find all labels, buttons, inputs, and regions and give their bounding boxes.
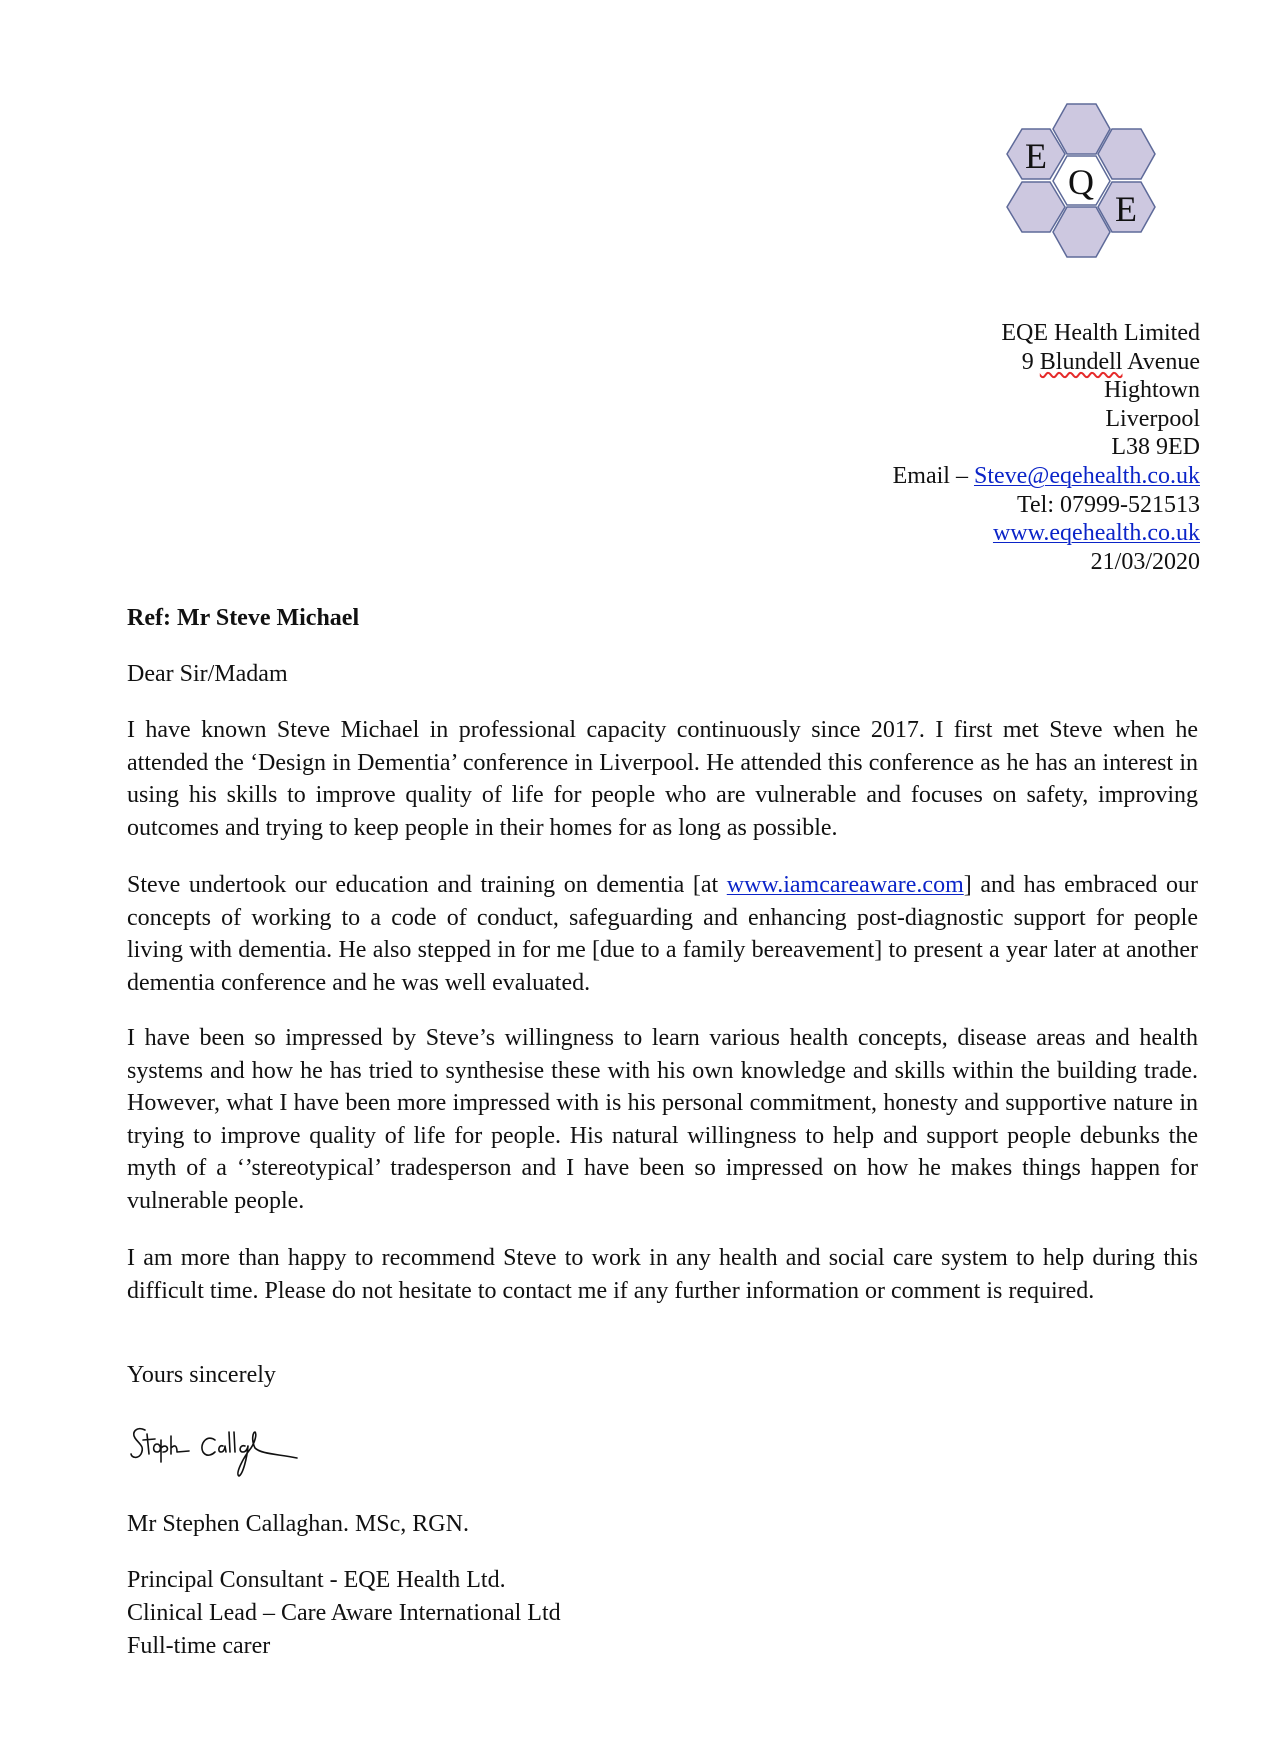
signer-title-2: Clinical Lead – Care Aware International Ltd [127,1600,561,1626]
district: Hightown [1104,377,1200,404]
paragraph-3: I have been so impressed by Steve’s willingness to learn various health concepts, disease areas and health systems and how he has tried to synthesise these with his own knowledge and skills within the building trade. However, what I have been more impressed with is his personal commitment, honesty and supportive nature in trying to improve quality of life for people. His natural willingness to help and support people debunks the myth of a ‘’stereotypical’ tradesperson and I have been so impressed on how he makes things happen for vulnerable people. [127,1025,1198,1214]
postcode: L38 9ED [1111,434,1200,461]
email-line [680,462,1200,491]
paragraph-4: I am more than happy to recommend Steve to work in any health and social care system to help during this difficult time. Please do not hesitate to contact me if any further information or comment is required. [127,1245,1198,1304]
street-address [680,348,1200,377]
logo-letter-e2: E [1115,189,1137,229]
letter-date: 21/03/2020 [1090,548,1200,575]
signer-titles [127,1564,1198,1663]
street-suffix: Avenue [1122,348,1200,375]
letterhead-address [680,319,1200,576]
city: Liverpool [1105,405,1200,432]
handwritten-signature [127,1418,327,1488]
signer-name: Mr Stephen Callaghan. MSc, RGN. [127,1511,469,1537]
street-number: 9 [1021,348,1040,375]
paragraph-1: I have known Steve Michael in professional capacity continuously since 2017. I first met Steve when he attended the ‘Design in Dementia’ conference in Liverpool. He attended this conference as he has an interest in using his skills to improve quality of life for people who are vulnerable and focuses on safety, improving outcomes and trying to keep people in their homes for as long as possible. [127,717,1198,841]
careaware-link[interactable]: www.iamcareaware.com [726,872,964,898]
eqe-logo [1005,90,1205,290]
closing: Yours sincerely [127,1362,276,1388]
logo-letter-q: Q [1068,162,1094,202]
greeting: Dear Sir/Madam [127,661,288,687]
website-link[interactable]: www.eqehealth.co.uk [992,520,1200,547]
logo-letter-e1: E [1025,136,1047,176]
reference-line: Ref: Mr Steve Michael [127,605,360,631]
telephone: Tel: 07999-521513 [1017,491,1200,518]
spellcheck-flagged-word: Blundell [1039,348,1123,375]
paragraph-2-end: ] and has embraced our concepts of working to a code of conduct, safeguarding and enhancing post-diagnostic support for people living with dementia. He also stepped in for me [due to a family bereavement] to present a year later at another dementia conference and he was well evaluated. [127,872,1198,996]
signer-title-3: Full-time carer [127,1633,271,1659]
signer-title-1: Principal Consultant - EQE Health Ltd. [127,1567,506,1593]
honeycomb-logo-icon [1005,90,1205,290]
paragraph-2 [127,869,1198,999]
website-line [680,519,1200,548]
email-label: Email – [892,462,974,489]
company-name: EQE Health Limited [1001,320,1200,346]
paragraph-2-start: Steve undertook our education and training on dementia [at [127,872,727,898]
email-link[interactable]: Steve@eqehealth.co.uk [973,462,1200,489]
signature-icon [127,1418,327,1488]
